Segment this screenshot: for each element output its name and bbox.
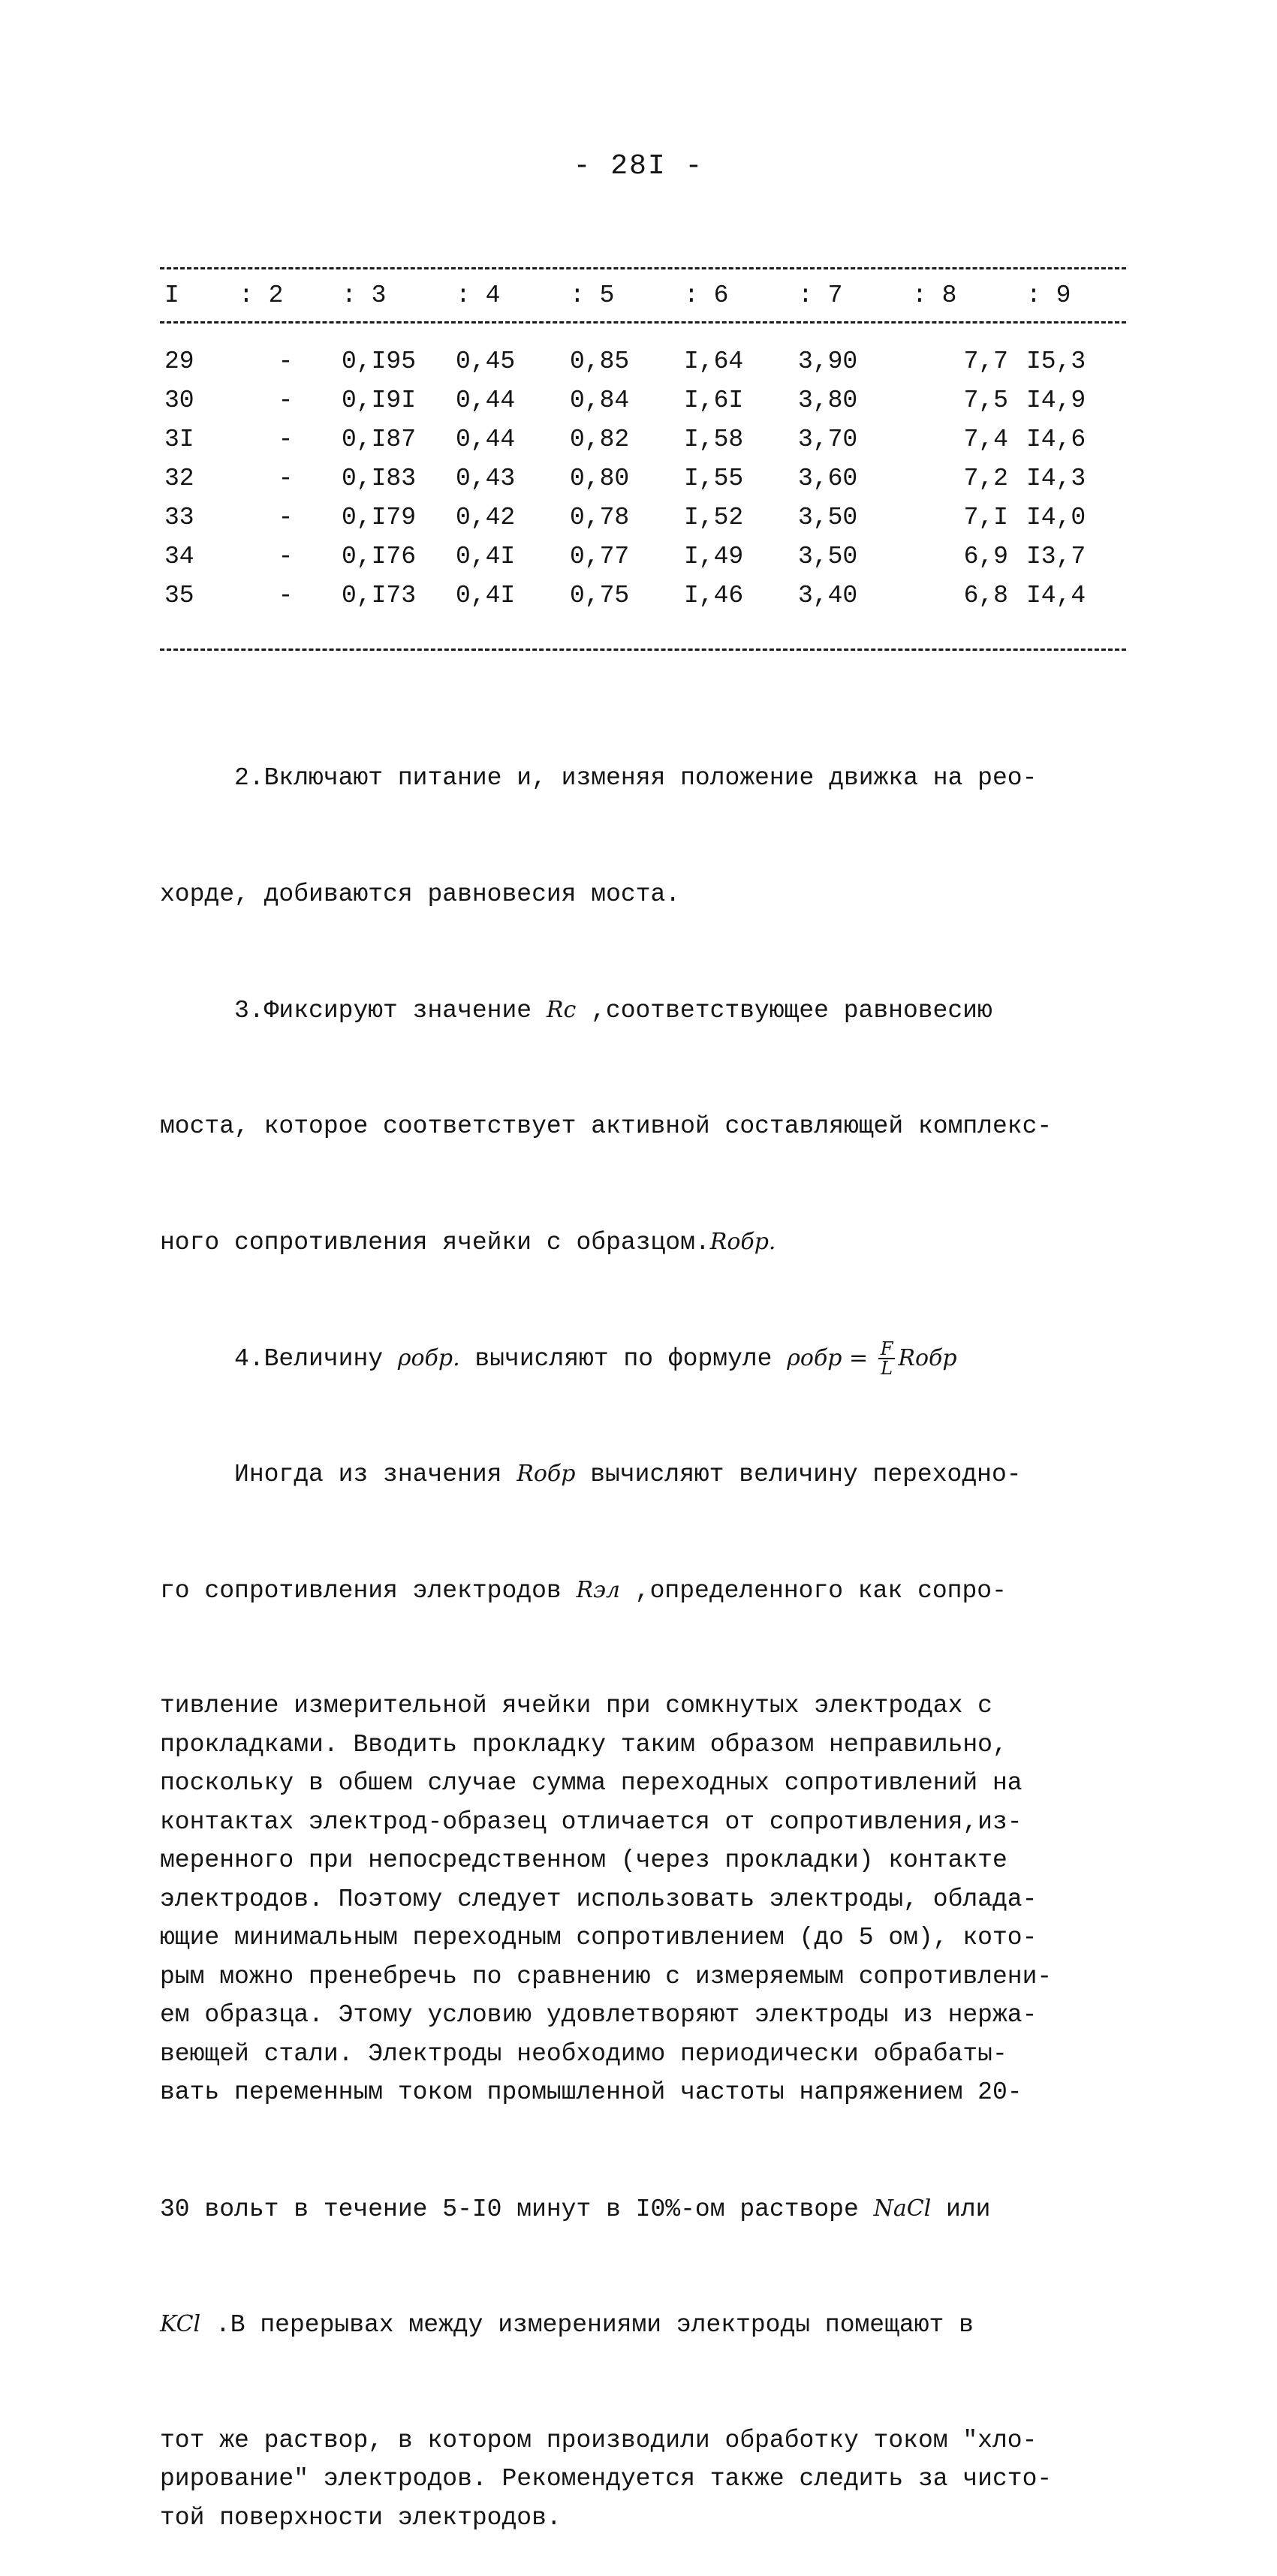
step-4-line: 4.Величину ρобр. вычисляют по формуле ρобр = $\frac{F}{L}$ Rобр bbox=[160, 1338, 957, 1379]
symbol-rho-obr: ρобр. bbox=[397, 1344, 460, 1371]
table-cell: - bbox=[278, 426, 294, 453]
paragraph-line-2: го сопротивления электродов Rэл ,определенного как сопро- bbox=[160, 1576, 1007, 1605]
table-cell: 0,82 bbox=[570, 426, 630, 453]
table-cell: 6,9 bbox=[963, 543, 1008, 570]
table-cell: - bbox=[278, 504, 294, 531]
paragraph-line: тот же раствор, в котором производили обработку током "хло- bbox=[160, 2426, 1038, 2454]
table-cell: I4,4 bbox=[1026, 582, 1086, 609]
table-body bbox=[160, 342, 1126, 615]
paragraph-line: ем образца. Этому условию удовлетворяют электроды из нержа- bbox=[160, 2001, 1038, 2029]
table-cell: - bbox=[278, 465, 294, 492]
table-cell: 0,45 bbox=[456, 348, 516, 375]
column-header: : 9 bbox=[1026, 281, 1071, 309]
table-cell: I4,0 bbox=[1026, 504, 1086, 531]
table-cell: 3,70 bbox=[798, 426, 858, 453]
table-cell: 7,4 bbox=[963, 426, 1008, 453]
formula-lhs: ρобр = bbox=[787, 1344, 875, 1371]
fraction-numerator: F bbox=[878, 1340, 896, 1359]
paragraph-line: прокладками. Вводить прокладку таким образом неправильно, bbox=[160, 1730, 1007, 1759]
table-cell: 0,I83 bbox=[342, 465, 417, 492]
paragraph-line: вать переменным током промышленной частоты напряжением 20- bbox=[160, 2078, 1023, 2106]
table-cell: I5,3 bbox=[1026, 348, 1086, 375]
table-cell: 3,60 bbox=[798, 465, 858, 492]
step-2-line-1: 2.Включают питание и, изменяя положение движка на рео- bbox=[160, 764, 1038, 792]
paragraph-line: контактах электрод-образец отличается от сопротивления,из- bbox=[160, 1807, 1023, 1836]
symbol-r-obr: Rобр. bbox=[709, 1229, 776, 1255]
table-cell: 0,I95 bbox=[342, 348, 417, 375]
paragraph-line: рым можно пренебречь по сравнению с измеряемым сопротивлени- bbox=[160, 1962, 1053, 1991]
body-text bbox=[160, 682, 1126, 2576]
table-cell: 0,84 bbox=[570, 387, 630, 414]
table-cell: 0,I79 bbox=[342, 504, 417, 531]
table-cell: 0,85 bbox=[570, 348, 630, 375]
table-cell: 0,I76 bbox=[342, 543, 417, 570]
table-cell: 33 bbox=[164, 504, 194, 531]
column-header: : 2 bbox=[239, 281, 284, 309]
column-header: : 4 bbox=[456, 281, 501, 309]
step-3-line-3: ного сопротивления ячейки с образцом.Rобр. bbox=[160, 1229, 776, 1256]
column-header: I bbox=[164, 281, 179, 309]
table-cell: - bbox=[278, 582, 294, 609]
symbol-r-el: Rэл bbox=[576, 1576, 620, 1603]
table-cell: 0,4I bbox=[456, 582, 516, 609]
table-cell: 0,I87 bbox=[342, 426, 417, 453]
table-cell: I4,9 bbox=[1026, 387, 1086, 414]
formula-r-obr: Rобр bbox=[898, 1344, 957, 1371]
table-cell: 0,75 bbox=[570, 582, 630, 609]
paragraph-line: рирование" электродов. Рекомендуется также следить за чисто- bbox=[160, 2465, 1053, 2493]
table-cell: 0,44 bbox=[456, 426, 516, 453]
column-header: : 3 bbox=[342, 281, 387, 309]
table-cell: 0,78 bbox=[570, 504, 630, 531]
column-header: : 6 bbox=[684, 281, 729, 309]
table-cell: 3,90 bbox=[798, 348, 858, 375]
table-cell: I,46 bbox=[684, 582, 744, 609]
symbol-kcl: KCl bbox=[160, 2311, 201, 2337]
table-cell: 0,I9I bbox=[342, 387, 417, 414]
table-cell: 3,40 bbox=[798, 582, 858, 609]
symbol-rc: Rc bbox=[546, 997, 577, 1023]
table-cell: 7,I bbox=[963, 504, 1008, 531]
table-cell: 3I bbox=[164, 426, 194, 453]
table-cell: 34 bbox=[164, 543, 194, 570]
table-cell: I3,7 bbox=[1026, 543, 1086, 570]
paragraph-line-15: KCl .В перерывах между измерениями электроды помещают в bbox=[160, 2311, 974, 2339]
table-cell: 32 bbox=[164, 465, 194, 492]
step-3-line-1: 3.Фиксируют значение Rc ,соответствующее равновесию bbox=[160, 997, 992, 1025]
column-header: : 8 bbox=[912, 281, 957, 309]
table-cell: 7,2 bbox=[963, 465, 1008, 492]
table-cell: 29 bbox=[164, 348, 194, 375]
paragraph-line: ющие минимальным переходным сопротивлением (до 5 ом), кото- bbox=[160, 1924, 1038, 1952]
table-cell: I4,6 bbox=[1026, 426, 1086, 453]
symbol-nacl: NaCl bbox=[873, 2195, 932, 2222]
table-cell: I4,3 bbox=[1026, 465, 1086, 492]
paragraph-line: той поверхности электродов. bbox=[160, 2503, 562, 2532]
table-cell: 3,80 bbox=[798, 387, 858, 414]
paragraph-line: поскольку в обшем случае сумма переходных сопротивлений на bbox=[160, 1769, 1023, 1797]
table-header-rule bbox=[160, 321, 1126, 324]
fraction-denominator: L bbox=[881, 1357, 893, 1379]
table-cell: I,52 bbox=[684, 504, 744, 531]
table-cell: 0,44 bbox=[456, 387, 516, 414]
table-top-rule bbox=[160, 267, 1126, 269]
table-cell: - bbox=[278, 543, 294, 570]
step-2-line-2: хорде, добиваются равновесия моста. bbox=[160, 880, 681, 908]
table-cell: 7,5 bbox=[963, 387, 1008, 414]
table-cell: I,58 bbox=[684, 426, 744, 453]
table-bottom-rule bbox=[160, 649, 1126, 651]
step-3-line-2: моста, которое соответствует активной составляющей комплекс- bbox=[160, 1112, 1053, 1140]
table-cell: 35 bbox=[164, 582, 194, 609]
table-cell: 0,I73 bbox=[342, 582, 417, 609]
table-cell: - bbox=[278, 348, 294, 375]
column-header: : 5 bbox=[570, 281, 615, 309]
table-cell: 6,8 bbox=[963, 582, 1008, 609]
table-cell: - bbox=[278, 387, 294, 414]
paragraph-line: тивление измерительной ячейки при сомкнутых электродах с bbox=[160, 1692, 992, 1720]
table-cell: 0,4I bbox=[456, 543, 516, 570]
table-header-row bbox=[160, 276, 1126, 315]
paragraph-line-1: Иногда из значения Rобр вычисляют величину переходно- bbox=[160, 1461, 1022, 1488]
table-cell: I,55 bbox=[684, 465, 744, 492]
symbol-r-obr: Rобр bbox=[517, 1461, 576, 1487]
table-cell: I,64 bbox=[684, 348, 744, 375]
paragraph-line: электродов. Поэтому следует использовать электроды, облада- bbox=[160, 1885, 1038, 1913]
paragraph-line-14: 30 вольт в течение 5-I0 минут в I0%-ом растворе NaCl или bbox=[160, 2195, 991, 2223]
table-cell: 0,80 bbox=[570, 465, 630, 492]
table-cell: I,49 bbox=[684, 543, 744, 570]
page-number: - 28I - bbox=[573, 150, 704, 182]
table-cell: 7,7 bbox=[963, 348, 1008, 375]
column-header: : 7 bbox=[798, 281, 843, 309]
formula-fraction bbox=[878, 1340, 896, 1377]
table-cell: I,6I bbox=[684, 387, 744, 414]
table-cell: 3,50 bbox=[798, 543, 858, 570]
paragraph-line: меренного при непосредственном (через прокладки) контакте bbox=[160, 1846, 1007, 1874]
paragraph-line: веющей стали. Электроды необходимо периодически обрабаты- bbox=[160, 2039, 1007, 2068]
table-cell: 0,43 bbox=[456, 465, 516, 492]
table-cell: 30 bbox=[164, 387, 194, 414]
table-cell: 3,50 bbox=[798, 504, 858, 531]
table-cell: 0,42 bbox=[456, 504, 516, 531]
table-cell: 0,77 bbox=[570, 543, 630, 570]
